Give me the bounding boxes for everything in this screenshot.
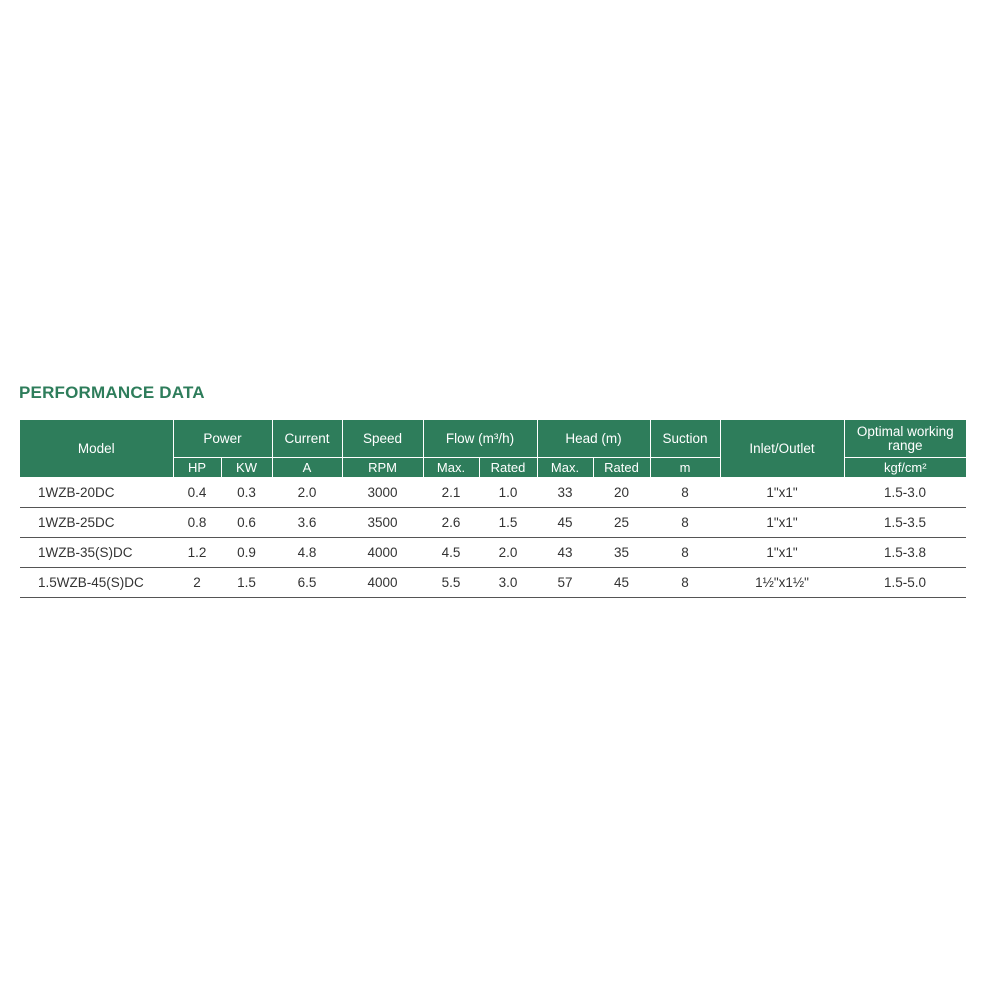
table-row bbox=[20, 478, 966, 508]
header-head: Head (m) bbox=[537, 420, 650, 458]
cell-model: 1.5WZB-45(S)DC bbox=[20, 568, 173, 598]
cell-hp: 1.2 bbox=[173, 538, 221, 568]
cell-range: 1.5-3.5 bbox=[844, 508, 966, 538]
cell-inlet-outlet: 1½"x1½" bbox=[720, 568, 844, 598]
cell-suction: 8 bbox=[650, 478, 720, 508]
table-row bbox=[20, 508, 966, 538]
cell-speed: 3000 bbox=[342, 478, 423, 508]
cell-head-rated: 45 bbox=[593, 568, 650, 598]
cell-flow-max: 2.1 bbox=[423, 478, 479, 508]
cell-kw: 0.6 bbox=[221, 508, 272, 538]
cell-kw: 0.3 bbox=[221, 478, 272, 508]
header-inlet-outlet: Inlet/Outlet bbox=[720, 420, 844, 478]
unit-a: A bbox=[272, 458, 342, 478]
table-row bbox=[20, 538, 966, 568]
unit-head-rated: Rated bbox=[593, 458, 650, 478]
page-title: PERFORMANCE DATA bbox=[19, 383, 205, 402]
cell-current: 3.6 bbox=[272, 508, 342, 538]
unit-rpm: RPM bbox=[342, 458, 423, 478]
cell-flow-rated: 1.5 bbox=[479, 508, 537, 538]
cell-head-max: 45 bbox=[537, 508, 593, 538]
unit-m: m bbox=[650, 458, 720, 478]
cell-flow-rated: 3.0 bbox=[479, 568, 537, 598]
cell-speed: 4000 bbox=[342, 568, 423, 598]
cell-model: 1WZB-25DC bbox=[20, 508, 173, 538]
header-optimal-range: Optimal working range bbox=[844, 420, 966, 458]
table-body bbox=[20, 478, 966, 598]
cell-speed: 4000 bbox=[342, 538, 423, 568]
cell-inlet-outlet: 1"x1" bbox=[720, 508, 844, 538]
cell-head-rated: 20 bbox=[593, 478, 650, 508]
unit-kw: KW bbox=[221, 458, 272, 478]
header-flow: Flow (m³/h) bbox=[423, 420, 537, 458]
cell-flow-rated: 2.0 bbox=[479, 538, 537, 568]
cell-inlet-outlet: 1"x1" bbox=[720, 478, 844, 508]
table-row bbox=[20, 568, 966, 598]
cell-current: 2.0 bbox=[272, 478, 342, 508]
cell-flow-rated: 1.0 bbox=[479, 478, 537, 508]
cell-inlet-outlet: 1"x1" bbox=[720, 538, 844, 568]
header-current: Current bbox=[272, 420, 342, 458]
cell-hp: 0.8 bbox=[173, 508, 221, 538]
unit-flow-max: Max. bbox=[423, 458, 479, 478]
cell-range: 1.5-5.0 bbox=[844, 568, 966, 598]
cell-speed: 3500 bbox=[342, 508, 423, 538]
cell-flow-max: 4.5 bbox=[423, 538, 479, 568]
header-model: Model bbox=[20, 420, 173, 478]
header-speed: Speed bbox=[342, 420, 423, 458]
cell-suction: 8 bbox=[650, 538, 720, 568]
cell-head-max: 33 bbox=[537, 478, 593, 508]
cell-head-rated: 25 bbox=[593, 508, 650, 538]
cell-model: 1WZB-35(S)DC bbox=[20, 538, 173, 568]
unit-head-max: Max. bbox=[537, 458, 593, 478]
unit-hp: HP bbox=[173, 458, 221, 478]
cell-range: 1.5-3.0 bbox=[844, 478, 966, 508]
table-header bbox=[20, 420, 966, 478]
cell-flow-max: 5.5 bbox=[423, 568, 479, 598]
cell-head-max: 57 bbox=[537, 568, 593, 598]
cell-current: 4.8 bbox=[272, 538, 342, 568]
cell-head-max: 43 bbox=[537, 538, 593, 568]
cell-flow-max: 2.6 bbox=[423, 508, 479, 538]
header-suction: Suction bbox=[650, 420, 720, 458]
unit-kgf: kgf/cm² bbox=[844, 458, 966, 478]
cell-suction: 8 bbox=[650, 568, 720, 598]
cell-range: 1.5-3.8 bbox=[844, 538, 966, 568]
cell-kw: 1.5 bbox=[221, 568, 272, 598]
cell-model: 1WZB-20DC bbox=[20, 478, 173, 508]
cell-kw: 0.9 bbox=[221, 538, 272, 568]
cell-suction: 8 bbox=[650, 508, 720, 538]
cell-hp: 2 bbox=[173, 568, 221, 598]
cell-head-rated: 35 bbox=[593, 538, 650, 568]
header-power: Power bbox=[173, 420, 272, 458]
unit-flow-rated: Rated bbox=[479, 458, 537, 478]
cell-hp: 0.4 bbox=[173, 478, 221, 508]
performance-table bbox=[20, 420, 966, 598]
cell-current: 6.5 bbox=[272, 568, 342, 598]
